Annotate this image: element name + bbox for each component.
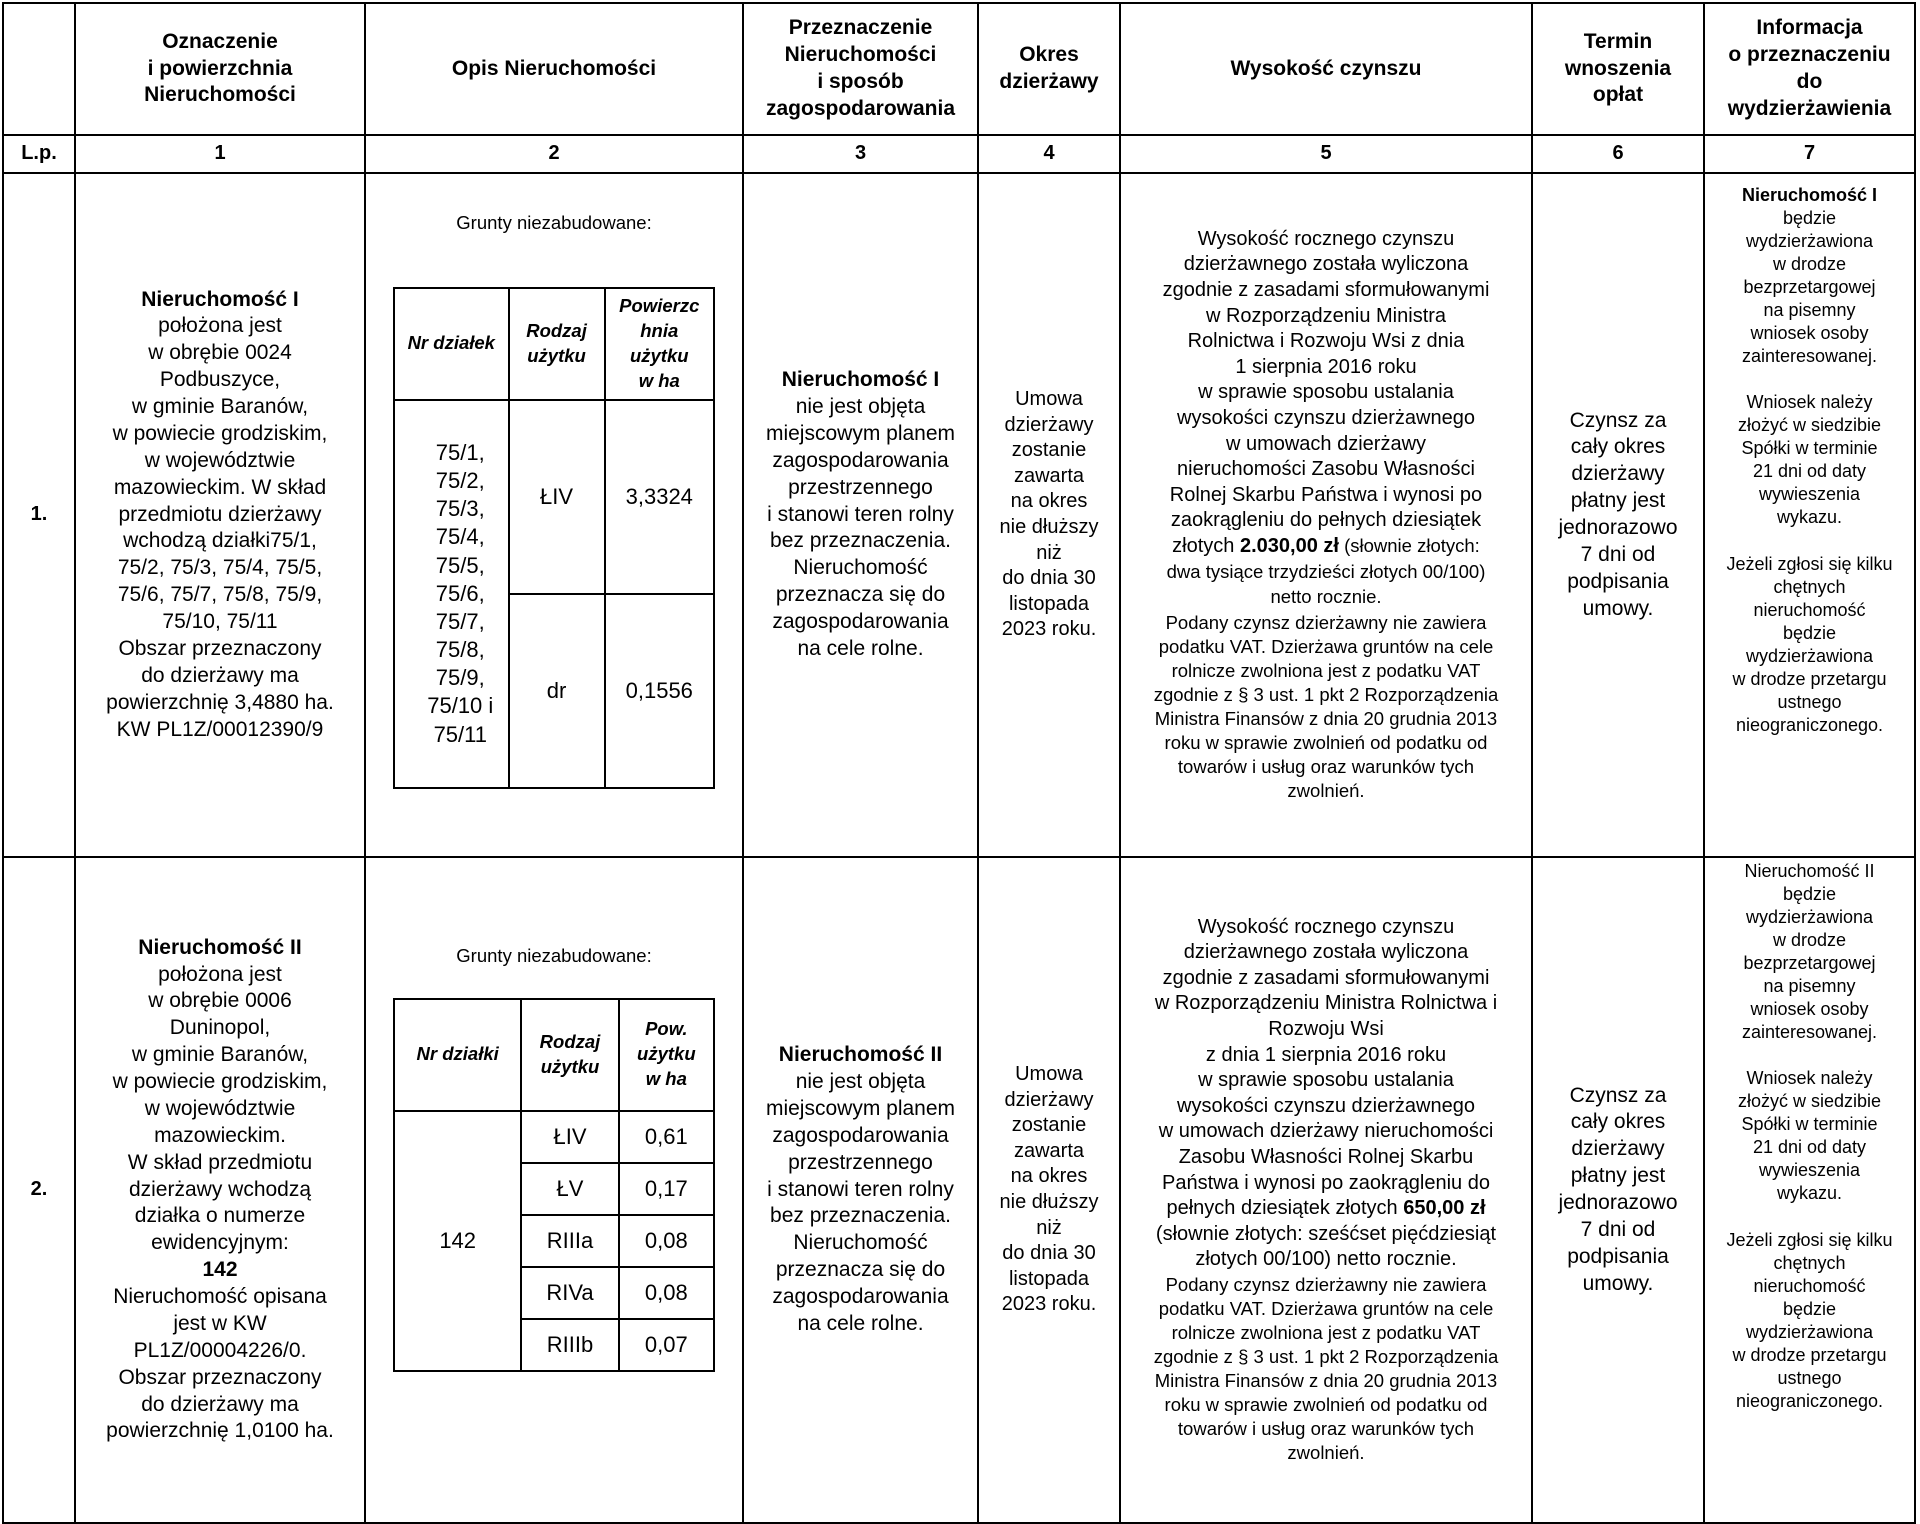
property-parcels — [365, 857, 743, 1523]
column-number-row — [3, 135, 1915, 173]
parcel-numbers: 142 — [394, 1111, 521, 1371]
header-empty — [3, 3, 75, 135]
land-use-area: 0,07 — [619, 1319, 714, 1371]
property-designation — [75, 857, 365, 1523]
property-designation — [75, 173, 365, 857]
land-use-kind: ŁV — [521, 1163, 618, 1215]
rent-amount — [1120, 173, 1532, 857]
property-title: Nieruchomość I — [141, 287, 299, 311]
lease-table — [2, 2, 1916, 1524]
header-col7: Informacja o przeznaczeniu do wydzierżawienia — [1704, 3, 1915, 135]
rent-amount — [1120, 857, 1532, 1523]
header-row — [3, 3, 1915, 135]
land-use-area: 0,08 — [619, 1267, 714, 1319]
rent-text-after: (słownie złotych: dwa tysiące trzydzieści złotych 00/100) netto rocznie. — [1166, 534, 1486, 608]
land-use-kind: RIIIa — [521, 1215, 618, 1267]
lease-info-text: Nieruchomość II będzie wydzierżawiona w drodze bezprzetargowej na pisemny wniosek osoby zainteresowanej. Wniosek należy złożyć w siedzibie Spółki w terminie 21 dni od daty wywieszenia wykazu. Jeżeli zgłosi się kilku chętnych nieruchomość będzie wydzierżawiona w drodze przetargu ustnego nieograniczonego. — [1726, 861, 1893, 1411]
lease-info-title: Nieruchomość I — [1741, 185, 1878, 205]
column-number: 6 — [1532, 135, 1704, 173]
parcels-header: Rodzaj użytku — [509, 288, 605, 400]
header-col5: Wysokość czynszu — [1120, 3, 1532, 135]
property-parcels — [365, 173, 743, 857]
parcel-number: 142 — [202, 1258, 238, 1282]
lease-period: Umowa dzierżawy zostanie zawarta na okres nie dłuższy niż do dnia 30 listopada 2023 roku. — [978, 857, 1120, 1523]
column-number: L.p. — [3, 135, 75, 173]
vat-note: Podany czynsz dzierżawny nie zawiera podatku VAT. Dzierżawa gruntów na cele rolnicze zwolniona jest z podatku VAT zgodnie z § 3 ust. 1 pkt 2 Rozporządzenia Ministra Finansów z dnia 20 grudnia 2013 roku w sprawie zwolnień od podatku od towarów i usług oraz warunków tych zwolnień. — [1153, 611, 1499, 802]
property-description-cont: Nieruchomość opisana jest w KW PL1Z/00004226/0. Obszar przeznaczony do dzierżawy ma powierzchnię 1,0100 ha. — [106, 1285, 334, 1443]
purpose-title: Nieruchomość II — [778, 1043, 943, 1067]
parcels-header: Nr działki — [394, 999, 521, 1111]
purpose-title: Nieruchomość I — [781, 368, 940, 392]
land-use-area: 0,61 — [619, 1111, 714, 1163]
rent-value: 2.030,00 zł — [1239, 534, 1339, 557]
land-use-kind: ŁIV — [521, 1111, 618, 1163]
land-use-area: 0,08 — [619, 1215, 714, 1267]
table-row — [3, 173, 1915, 857]
land-use-area: 3,3324 — [605, 400, 714, 594]
table-row — [3, 857, 1915, 1523]
property-title: Nieruchomość II — [138, 935, 302, 959]
property-purpose — [743, 173, 978, 857]
header-col4: Okres dzierżawy — [978, 3, 1120, 135]
land-use-kind: dr — [509, 594, 605, 788]
column-number: 4 — [978, 135, 1120, 173]
land-use-kind: RIVa — [521, 1267, 618, 1319]
land-use-kind: ŁIV — [509, 400, 605, 594]
land-use-area: 0,17 — [619, 1163, 714, 1215]
rent-text: Wysokość rocznego czynszu dzierżawnego została wyliczona zgodnie z zasadami sformułowanymi w Rozporządzeniu Ministra Rolnictwa i Rozwoju Wsi z dnia 1 sierpnia 2016 roku w sprawie sposobu ustalania wysokości czynszu dzierżawnego w umowach dzierżawy nieruchomości Zasobu Własności Rolnej Skarbu Państwa i wynosi po zaokrągleniu do pełnych dziesiątek złotych — [1162, 227, 1490, 557]
parcels-header: Rodzaj użytku — [521, 999, 618, 1111]
header-col6: Termin wnoszenia opłat — [1532, 3, 1704, 135]
property-purpose — [743, 857, 978, 1523]
row-number: 1. — [3, 173, 75, 857]
column-number: 2 — [365, 135, 743, 173]
vat-note: Podany czynsz dzierżawny nie zawiera podatku VAT. Dzierżawa gruntów na cele rolnicze zwolniona jest z podatku VAT zgodnie z § 3 ust. 1 pkt 2 Rozporządzenia Ministra Finansów z dnia 20 grudnia 2013 roku w sprawie zwolnień od podatku od towarów i usług oraz warunków tych zwolnień. — [1153, 1273, 1499, 1464]
rent-text-after: (słownie złotych: sześćset pięćdziesiąt złotych 00/100) netto rocznie. — [1155, 1222, 1497, 1271]
lease-info-text: będzie wydzierżawiona w drodze bezprzetargowej na pisemny wniosek osoby zainteresowanej. Wniosek należy złożyć w siedzibie Spółki w terminie 21 dni od daty wywieszenia wykazu. Jeżeli zgłosi się kilku chętnych nieruchomość będzie wydzierżawiona w drodze przetargu ustnego nieograniczonego. — [1726, 208, 1893, 735]
rent-text: Wysokość rocznego czynszu dzierżawnego została wyliczona zgodnie z zasadami sformułowanymi w Rozporządzeniu Ministra Rolnictwa i Rozwoju Wsi z dnia 1 sierpnia 2016 roku w sprawie sposobu ustalania wysokości czynszu dzierżawnego w umowach dzierżawy nieruchomości Zasobu Własności Rolnej Skarbu Państwa i wynosi po zaokrągleniu do pełnych dziesiątek złotych — [1154, 915, 1498, 1220]
lease-information — [1704, 173, 1915, 857]
parcels-caption: Grunty niezabudowane: — [456, 945, 652, 967]
parcels-header: Powierzc hnia użytku w ha — [605, 288, 714, 400]
land-use-kind: RIIIb — [521, 1319, 618, 1371]
purpose-text: nie jest objęta miejscowym planem zagospodarowania przestrzennego i stanowi teren rolny bez przeznaczenia. Nieruchomość przeznacza się do zagospodarowania na cele rolne. — [765, 395, 956, 660]
property-description: położona jest w obrębie 0006 Duninopol, w gminie Baranów, w powiecie grodziskim, w województwie mazowieckim. W skład przedmiotu dzierżawy wchodzą działka o numerze ewidencyjnym: — [112, 962, 328, 1255]
rent-value: 650,00 zł — [1403, 1197, 1486, 1220]
parcels-header: Nr działek — [394, 288, 509, 400]
column-number: 7 — [1704, 135, 1915, 173]
column-number: 5 — [1120, 135, 1532, 173]
header-col3: Przeznaczenie Nieruchomości i sposób zagospodarowania — [743, 3, 978, 135]
header-col1: Oznaczenie i powierzchnia Nieruchomości — [75, 3, 365, 135]
parcel-numbers: 75/1, 75/2, 75/3, 75/4, 75/5, 75/6, 75/7, 75/8, 75/9, 75/10 i 75/11 — [394, 400, 509, 788]
lease-information — [1704, 857, 1915, 1523]
parcels-table — [393, 998, 715, 1372]
parcels-table — [393, 287, 715, 789]
parcels-header: Pow. użytku w ha — [619, 999, 714, 1111]
column-number: 3 — [743, 135, 978, 173]
purpose-text: nie jest objęta miejscowym planem zagospodarowania przestrzennego i stanowi teren rolny bez przeznaczenia. Nieruchomość przeznacza się do zagospodarowania na cele rolne. — [765, 1070, 956, 1335]
parcels-caption: Grunty niezabudowane: — [456, 212, 652, 234]
payment-terms: Czynsz za cały okres dzierżawy płatny jest jednorazowo 7 dni od podpisania umowy. — [1532, 173, 1704, 857]
land-use-area: 0,1556 — [605, 594, 714, 788]
column-number: 1 — [75, 135, 365, 173]
lease-period: Umowa dzierżawy zostanie zawarta na okres nie dłuższy niż do dnia 30 listopada 2023 roku. — [978, 173, 1120, 857]
property-description: położona jest w obrębie 0024 Podbuszyce, w gminie Baranów, w powiecie grodziskim, w województwie mazowieckim. W skład przedmiotu dzierżawy wchodzą działki75/1, 75/2, 75/3, 75/4, 75/5, 75/6, 75/7, 75/8, 75/9, 75/10, 75/11 Obszar przeznaczony do dzierżawy ma powierzchnię 3,4880 ha. KW PL1Z/00012390/9 — [106, 314, 334, 741]
header-col2: Opis Nieruchomości — [365, 3, 743, 135]
payment-terms: Czynsz za cały okres dzierżawy płatny jest jednorazowo 7 dni od podpisania umowy. — [1532, 857, 1704, 1523]
row-number: 2. — [3, 857, 75, 1523]
